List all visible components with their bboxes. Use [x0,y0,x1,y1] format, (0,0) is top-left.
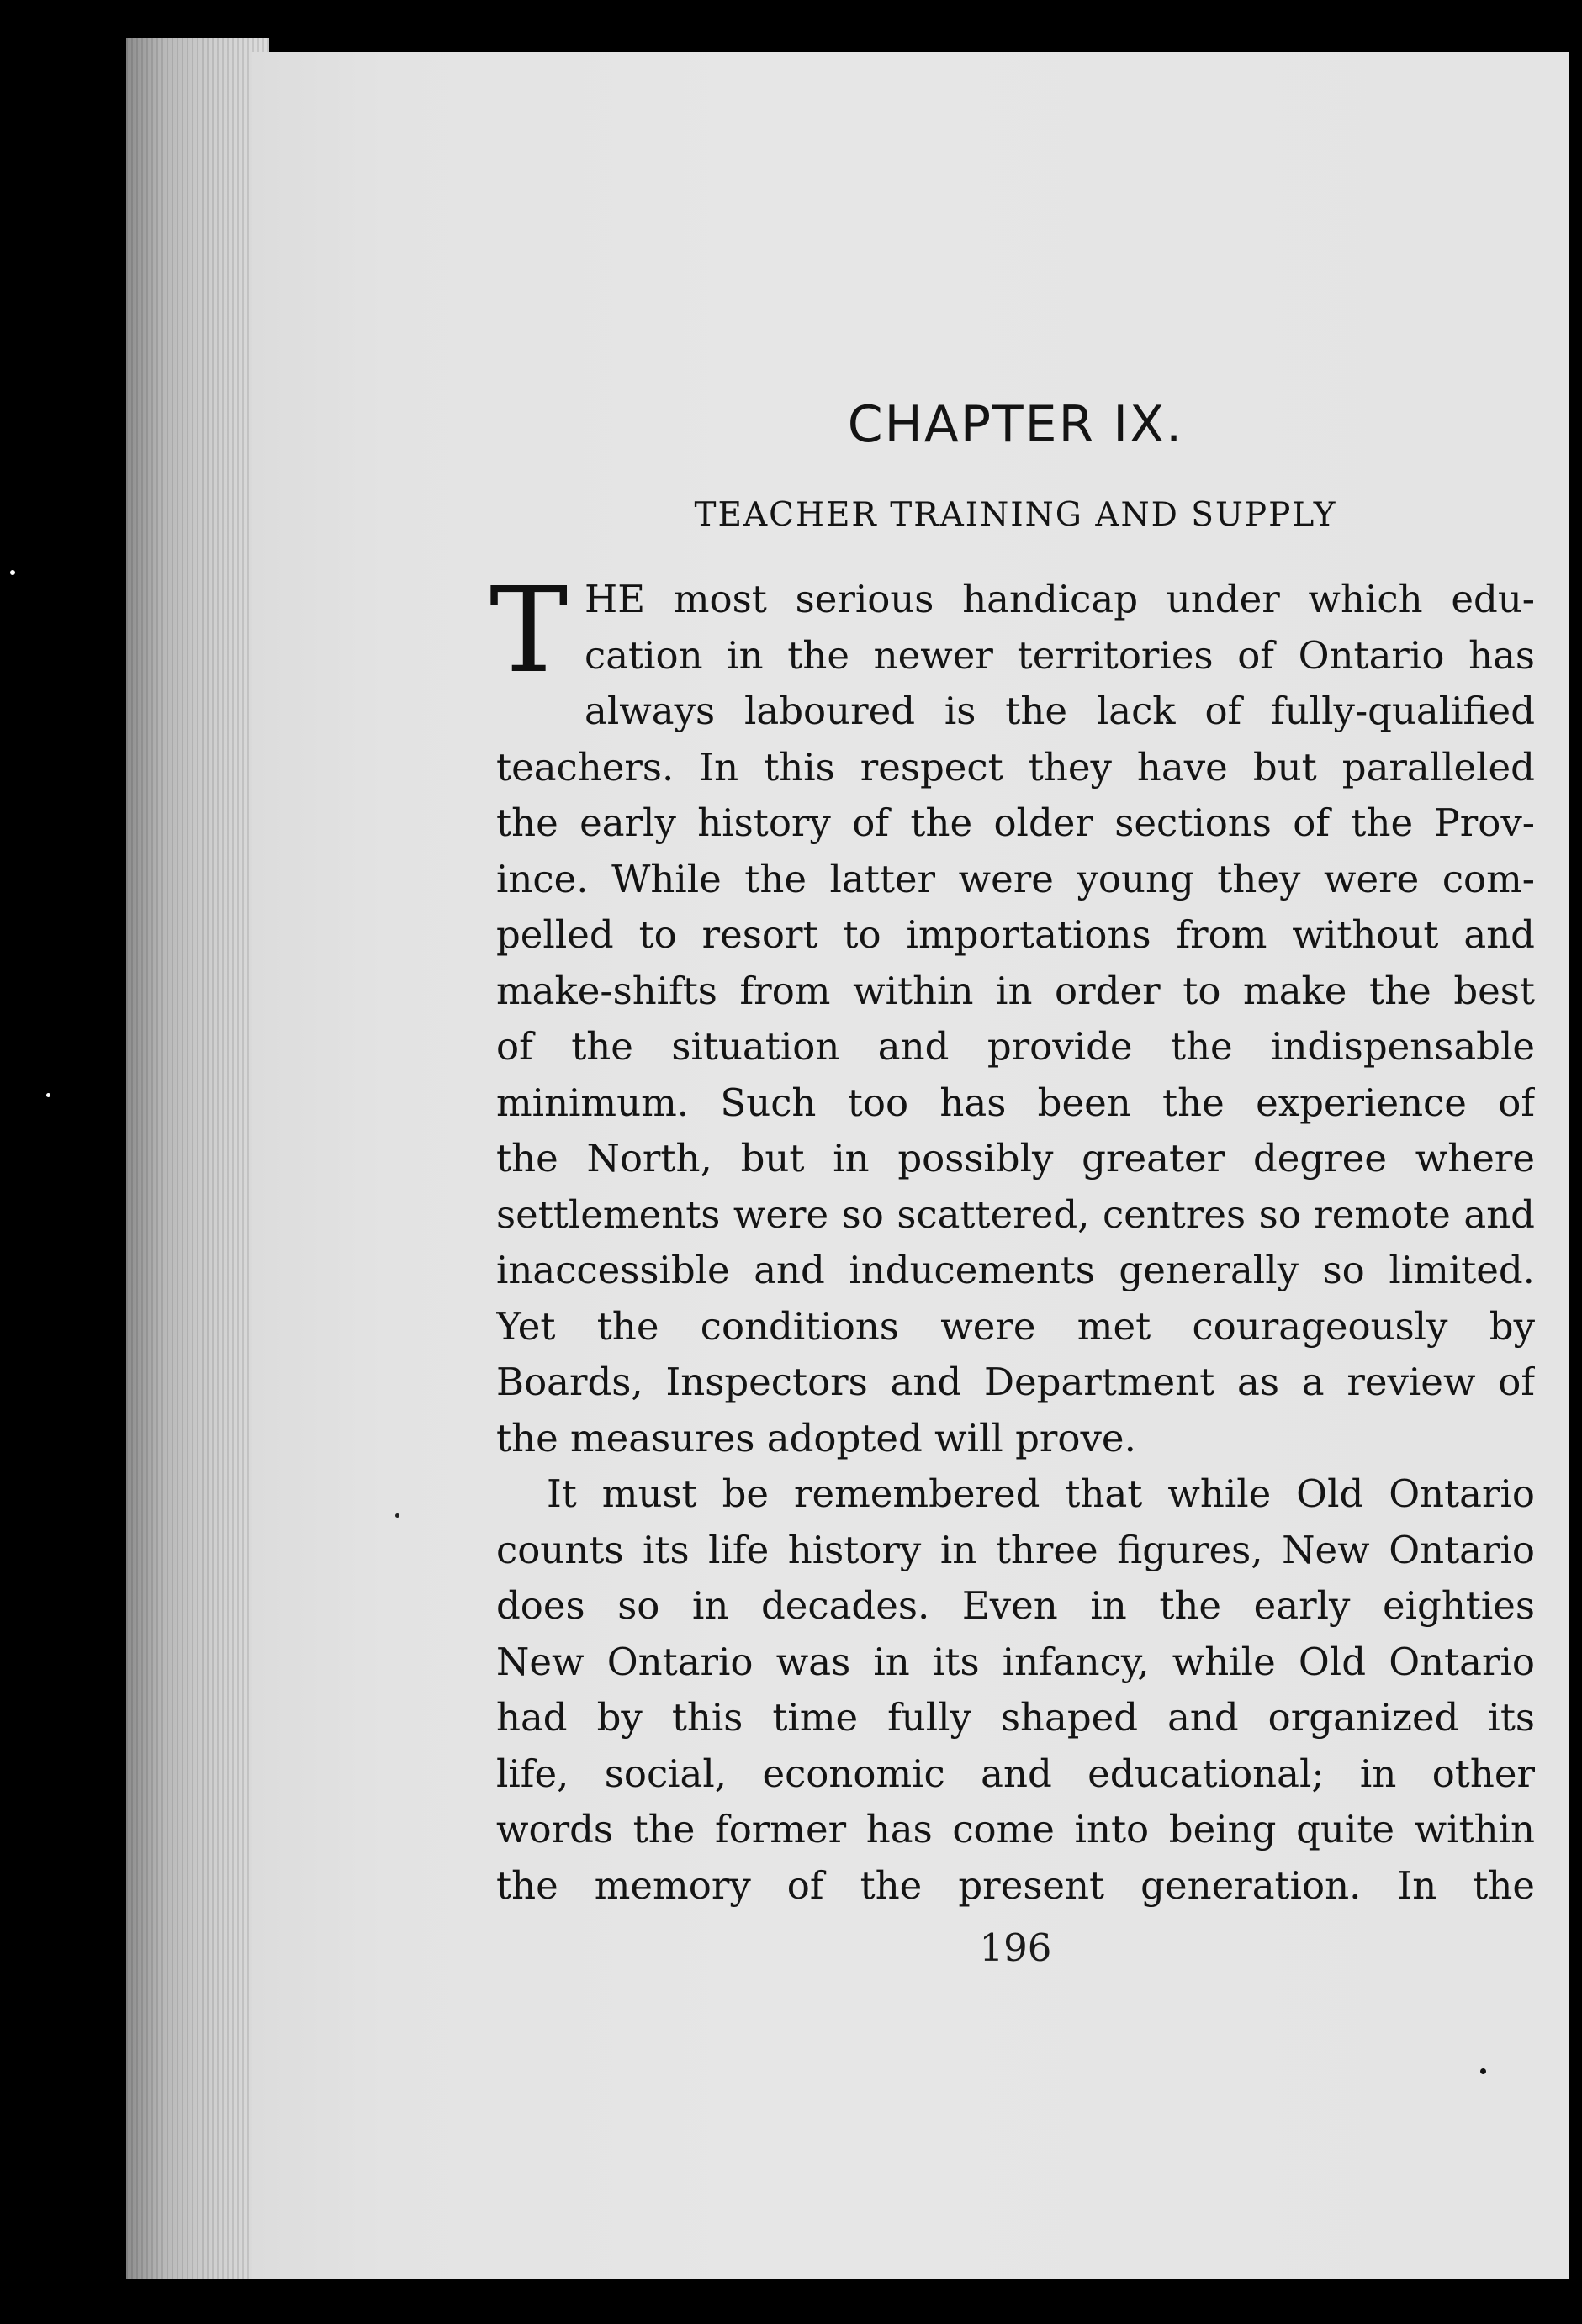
page-number: 196 [979,1925,1052,1970]
text-line: the North, but in possibly greater degree where [496,1136,1535,1180]
text-line: HE most serious handicap under which edu- [585,577,1535,621]
text-line: ince. While the latter were young they were com- [496,856,1535,901]
text-line: It must be remembered that while Old Ontario [547,1471,1535,1516]
text-line: of the situation and provide the indispensable [496,1024,1535,1069]
paragraph-1 [496,572,1535,1466]
text-line: Boards, Inspectors and Department as a review of [496,1360,1535,1404]
text-line: make-shifts from within in order to make the best [496,968,1535,1013]
text-line: counts its life history in three figures, New Ontario [496,1527,1535,1572]
text-line: life, social, economic and educational; in other [496,1751,1535,1796]
chapter-title: CHAPTER IX. [847,395,1184,454]
text-line: settlements were so scattered, centres so remote and [496,1191,1535,1237]
text-line: the early history of the older sections of the Prov- [496,800,1535,845]
book-binding-gutter [126,38,269,2279]
text-line: pelled to resort to importations from without and [496,912,1535,957]
scan-speck [46,1093,50,1097]
section-title: TEACHER TRAINING AND SUPPLY [694,496,1337,534]
scan-speck [10,570,15,575]
paragraph-2 [496,1466,1535,1914]
text-line: always laboured is the lack of fully-qualified [585,689,1535,733]
text-line: the measures adopted will prove. [496,1415,1136,1460]
text-line: the memory of the present generation. In the [496,1862,1535,1908]
drop-cap: T [489,563,569,700]
text-line: minimum. Such too has been the experience of [496,1080,1535,1125]
text-line: had by this time fully shaped and organized its [496,1695,1535,1740]
text-line: inaccessible and inducements generally so limited. [496,1248,1535,1292]
text-line: Yet the conditions were met courageously by [496,1303,1535,1349]
scan-speck [1480,2068,1486,2074]
text-line: New Ontario was in its infancy, while Old Ontario [496,1639,1535,1684]
text-line: teachers. In this respect they have but paralleled [496,744,1535,790]
text-line: does so in decades. Even in the early eighties [496,1583,1535,1628]
body-text [489,563,1535,1914]
scan-speck [395,1513,399,1518]
text-line: cation in the newer territories of Ontario has [585,632,1535,678]
text-line: words the former has come into being quite within [496,1807,1535,1851]
